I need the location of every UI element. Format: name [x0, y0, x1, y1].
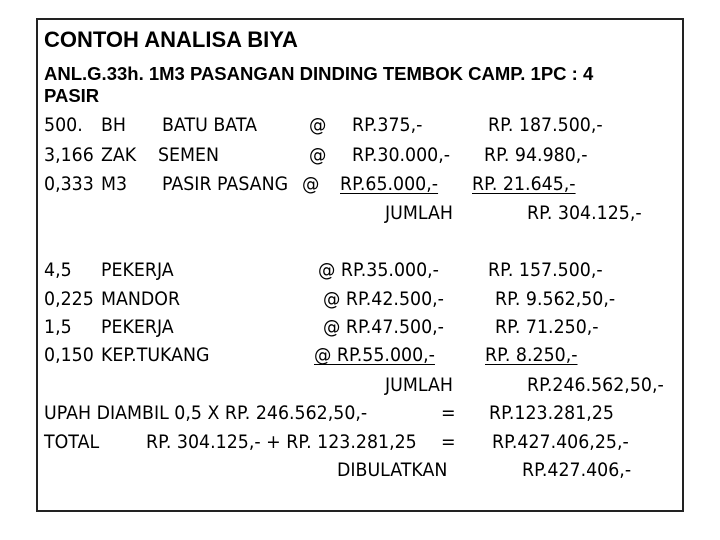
rounded-label: DIBULATKAN: [337, 460, 448, 481]
analysis-heading-line-1: ANL.G.33h. 1M3 PASANGAN DINDING TEMBOK CAMP. 1PC : 4: [44, 63, 594, 84]
total-equals: =: [441, 432, 456, 453]
labor-qty: 0,150: [44, 345, 94, 366]
material-qty: 500.: [44, 115, 83, 136]
labor-name: PEKERJA: [101, 260, 174, 281]
labor-sum-label: JUMLAH: [385, 375, 453, 396]
at-sign: @: [309, 115, 327, 136]
labor-total: RP. 8.250,-: [485, 345, 578, 366]
labor-price: @ RP.35.000,-: [318, 260, 439, 281]
material-total: RP. 94.980,-: [484, 145, 588, 166]
rounded-value: RP.427.406,-: [522, 460, 632, 481]
total-value: RP.427.406,25,-: [492, 432, 629, 453]
material-name: BATU BATA: [162, 115, 258, 136]
labor-price: @ RP.55.000,-: [314, 345, 435, 366]
upah-value: RP.123.281,25: [489, 403, 614, 424]
material-unit: ZAK: [101, 145, 137, 166]
total-label: TOTAL: [44, 432, 100, 453]
material-unit: BH: [101, 115, 127, 136]
analysis-heading-line-2: PASIR: [44, 85, 100, 106]
labor-qty: 0,225: [44, 289, 94, 310]
page-title: CONTOH ANALISA BIYA: [44, 27, 298, 52]
labor-name: KEP.TUKANG: [101, 345, 210, 366]
labor-name: PEKERJA: [101, 317, 174, 338]
upah-equals: =: [441, 403, 456, 424]
labor-qty: 1,5: [44, 317, 72, 338]
labor-total: RP. 9.562,50,-: [495, 289, 616, 310]
at-sign: @: [302, 174, 320, 195]
material-price: RP.30.000,-: [352, 145, 451, 166]
total-formula: RP. 304.125,- + RP. 123.281,25: [146, 432, 417, 453]
labor-total: RP. 71.250,-: [495, 317, 599, 338]
at-sign: @: [309, 145, 327, 166]
labor-qty: 4,5: [44, 260, 72, 281]
material-name: PASIR PASANG: [162, 174, 289, 195]
material-name: SEMEN: [158, 145, 220, 166]
material-price: RP.65.000,-: [340, 174, 439, 195]
labor-total: RP. 157.500,-: [488, 260, 603, 281]
material-qty: 3,166: [44, 145, 94, 166]
materials-sum-value: RP. 304.125,-: [527, 203, 642, 224]
labor-price: @ RP.42.500,-: [323, 289, 444, 310]
material-qty: 0,333: [44, 174, 94, 195]
labor-name: MANDOR: [101, 289, 181, 310]
material-price: RP.375,-: [352, 115, 423, 136]
material-total: RP. 187.500,-: [488, 115, 603, 136]
labor-sum-value: RP.246.562,50,-: [527, 375, 664, 396]
material-total: RP. 21.645,-: [472, 174, 576, 195]
material-unit: M3: [101, 174, 128, 195]
upah-label: UPAH DIAMBIL 0,5 X RP. 246.562,50,-: [44, 403, 368, 424]
materials-sum-label: JUMLAH: [385, 203, 453, 224]
labor-price: @ RP.47.500,-: [323, 317, 444, 338]
